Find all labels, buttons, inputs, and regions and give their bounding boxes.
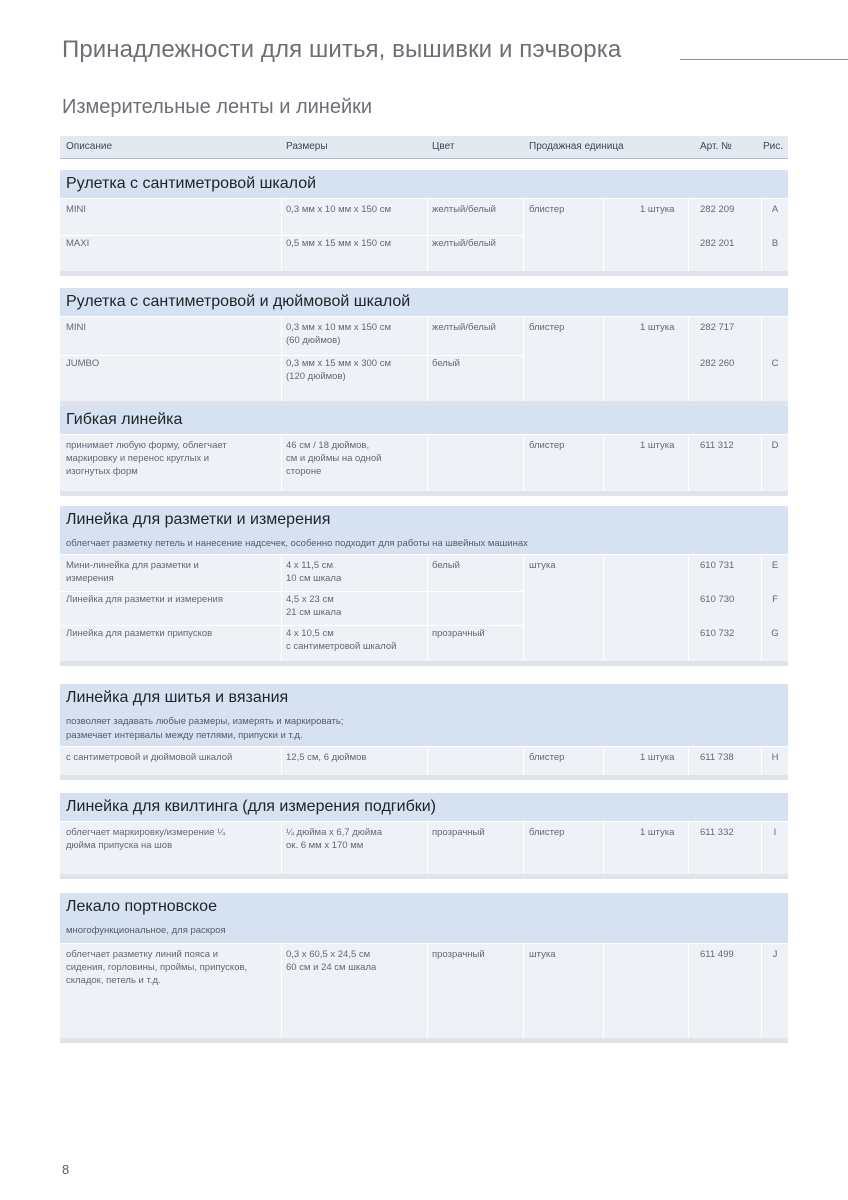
product-block-note: облегчает разметку петель и нанесение надсечек, особенно подходит для работы на швейных машинах bbox=[66, 538, 528, 549]
product-block-title: Рулетка с сантиметровой шкалой bbox=[66, 175, 317, 192]
product-block bbox=[60, 506, 788, 666]
product-description: с сантиметровой и дюймовой шкалой bbox=[66, 752, 233, 763]
product-block-header bbox=[60, 406, 788, 434]
product-description: MINI bbox=[66, 204, 87, 215]
page-number: 8 bbox=[62, 1162, 70, 1177]
column-header-description: Описание bbox=[66, 141, 113, 152]
product-size: ¼ дюйма x 6,7 дюйма bbox=[286, 827, 383, 838]
product-color: прозрачный bbox=[432, 949, 485, 960]
product-pack: блистер bbox=[529, 322, 565, 333]
product-figure-letter: A bbox=[771, 204, 779, 215]
column-divider bbox=[761, 747, 762, 775]
product-block-body bbox=[60, 317, 788, 401]
product-block-title: Линейка для шитья и вязания bbox=[66, 689, 289, 706]
product-pack: блистер bbox=[529, 204, 565, 215]
product-block-title: Линейка для квилтинга (для измерения подгибки) bbox=[66, 798, 436, 815]
product-figure-letter: E bbox=[771, 560, 779, 571]
product-article-number: 611 499 bbox=[700, 949, 734, 960]
column-divider bbox=[523, 747, 524, 775]
product-description: изогнутых форм bbox=[66, 466, 138, 477]
product-size: с сантиметровой шкалой bbox=[286, 641, 397, 652]
column-divider bbox=[427, 944, 428, 1038]
column-header-article: Арт. № bbox=[700, 141, 732, 152]
product-block-bottom-edge bbox=[60, 271, 788, 276]
product-color: прозрачный bbox=[432, 827, 485, 838]
product-size: стороне bbox=[286, 466, 322, 477]
row-divider bbox=[60, 355, 523, 356]
product-description: дюйма припуска на шов bbox=[66, 840, 173, 851]
product-article-number: 282 201 bbox=[700, 238, 735, 249]
product-pack: блистер bbox=[529, 752, 565, 763]
product-figure-letter: C bbox=[771, 358, 779, 369]
product-size: 4 x 10,5 см bbox=[286, 628, 334, 639]
product-figure-letter: I bbox=[773, 827, 777, 838]
column-divider bbox=[427, 822, 428, 874]
product-article-number: 611 738 bbox=[700, 752, 734, 763]
product-block bbox=[60, 288, 788, 406]
section-title: Измерительные ленты и линейки bbox=[62, 96, 373, 118]
product-color: желтый/белый bbox=[432, 322, 496, 333]
column-divider bbox=[603, 944, 604, 1038]
product-block-body bbox=[60, 944, 788, 1038]
product-quantity: 1 штука bbox=[640, 322, 675, 333]
column-divider bbox=[523, 822, 524, 874]
product-article-number: 610 730 bbox=[700, 594, 735, 605]
column-divider bbox=[523, 199, 524, 271]
product-description: MAXI bbox=[66, 238, 90, 249]
product-size: (120 дюймов) bbox=[286, 371, 346, 382]
product-size: 10 см шкала bbox=[286, 573, 342, 584]
product-article-number: 282 209 bbox=[700, 204, 735, 215]
product-block-header bbox=[60, 793, 788, 821]
column-divider bbox=[281, 435, 282, 491]
column-divider bbox=[281, 944, 282, 1038]
product-block bbox=[60, 893, 788, 1043]
column-divider bbox=[603, 747, 604, 775]
product-size: см и дюймы на одной bbox=[286, 453, 382, 464]
product-article-number: 282 260 bbox=[700, 358, 735, 369]
product-figure-letter: F bbox=[772, 594, 778, 605]
page-title: Принадлежности для шитья, вышивки и пэчворка bbox=[62, 36, 622, 63]
column-header-figure: Рис. bbox=[763, 141, 784, 152]
column-divider bbox=[761, 199, 762, 271]
product-description: Линейка для разметки и измерения bbox=[66, 594, 223, 605]
product-block bbox=[60, 406, 788, 496]
column-divider bbox=[688, 822, 689, 874]
product-description: Мини-линейка для разметки и bbox=[66, 560, 199, 571]
column-divider bbox=[523, 944, 524, 1038]
column-divider bbox=[603, 317, 604, 401]
product-figure-letter: J bbox=[772, 949, 778, 960]
product-block-bottom-edge bbox=[60, 491, 788, 496]
product-block-header bbox=[60, 893, 788, 943]
column-divider bbox=[761, 435, 762, 491]
product-figure-letter: D bbox=[771, 440, 779, 451]
product-description: принимает любую форму, облегчает bbox=[66, 440, 227, 451]
product-block-title: Рулетка с сантиметровой и дюймовой шкалой bbox=[66, 293, 411, 310]
column-header-sizes: Размеры bbox=[286, 141, 328, 152]
column-divider bbox=[688, 747, 689, 775]
column-divider bbox=[427, 435, 428, 491]
column-header-color: Цвет bbox=[432, 141, 455, 152]
product-pack: штука bbox=[529, 949, 556, 960]
product-article-number: 611 332 bbox=[700, 827, 734, 838]
product-block-header bbox=[60, 170, 788, 198]
row-divider bbox=[60, 625, 523, 626]
product-block-note: многофункциональное, для раскроя bbox=[66, 925, 226, 936]
product-size: 21 см шкала bbox=[286, 607, 342, 618]
product-color: белый bbox=[432, 358, 460, 369]
product-block bbox=[60, 170, 788, 276]
column-divider bbox=[281, 555, 282, 661]
column-divider bbox=[688, 199, 689, 271]
title-rule bbox=[680, 59, 848, 60]
product-block-header bbox=[60, 506, 788, 554]
column-divider bbox=[427, 747, 428, 775]
column-header-row bbox=[60, 136, 788, 159]
column-divider bbox=[281, 822, 282, 874]
column-divider bbox=[523, 555, 524, 661]
product-block-bottom-edge bbox=[60, 1038, 788, 1043]
product-quantity: 1 штука bbox=[640, 827, 675, 838]
product-block bbox=[60, 684, 788, 780]
product-block-title: Гибкая линейка bbox=[66, 411, 183, 428]
column-divider bbox=[281, 747, 282, 775]
product-size: 0,5 мм x 15 мм x 150 см bbox=[286, 238, 392, 249]
product-color: белый bbox=[432, 560, 460, 571]
column-divider bbox=[603, 435, 604, 491]
product-size: 12,5 см, 6 дюймов bbox=[286, 752, 367, 763]
product-size: 0,3 мм x 15 мм x 300 см bbox=[286, 358, 392, 369]
product-color: желтый/белый bbox=[432, 204, 496, 215]
product-description: JUMBO bbox=[66, 358, 100, 369]
product-block-header bbox=[60, 288, 788, 316]
product-quantity: 1 штука bbox=[640, 204, 675, 215]
product-block-bottom-edge bbox=[60, 874, 788, 879]
column-divider bbox=[688, 555, 689, 661]
product-description: Линейка для разметки припусков bbox=[66, 628, 213, 639]
product-figure-letter: G bbox=[771, 628, 779, 639]
product-block-header bbox=[60, 684, 788, 746]
product-pack: блистер bbox=[529, 440, 565, 451]
product-block-bottom-edge bbox=[60, 775, 788, 780]
product-size: (60 дюймов) bbox=[286, 335, 341, 346]
product-size: ок. 6 мм x 170 мм bbox=[286, 840, 364, 851]
product-article-number: 610 732 bbox=[700, 628, 735, 639]
product-block-bottom-edge bbox=[60, 661, 788, 666]
product-quantity: 1 штука bbox=[640, 440, 675, 451]
product-description: облегчает разметку линий пояса и bbox=[66, 949, 218, 960]
column-divider bbox=[688, 317, 689, 401]
column-divider bbox=[523, 435, 524, 491]
product-figure-letter: H bbox=[771, 752, 779, 763]
product-article-number: 610 731 bbox=[700, 560, 735, 571]
product-size: 4,5 x 23 см bbox=[286, 594, 334, 605]
column-divider bbox=[688, 435, 689, 491]
column-divider bbox=[523, 317, 524, 401]
column-divider bbox=[761, 944, 762, 1038]
column-header-sales-unit: Продажная единица bbox=[529, 141, 624, 152]
product-color: прозрачный bbox=[432, 628, 485, 639]
product-block-body bbox=[60, 555, 788, 661]
product-block-body bbox=[60, 747, 788, 775]
product-figure-letter: B bbox=[771, 238, 779, 249]
column-divider bbox=[761, 822, 762, 874]
column-divider bbox=[761, 317, 762, 401]
product-size: 0,3 мм x 10 мм x 150 см bbox=[286, 204, 392, 215]
product-description: складок, петель и т.д. bbox=[66, 975, 161, 986]
column-divider bbox=[603, 199, 604, 271]
product-article-number: 282 717 bbox=[700, 322, 735, 333]
column-divider bbox=[603, 555, 604, 661]
product-block-note: позволяет задавать любые размеры, измерять и маркировать; bbox=[66, 716, 344, 727]
product-block-body bbox=[60, 199, 788, 271]
row-divider bbox=[60, 235, 523, 236]
product-block-title: Линейка для разметки и измерения bbox=[66, 511, 331, 528]
product-color: желтый/белый bbox=[432, 238, 496, 249]
column-divider bbox=[603, 822, 604, 874]
product-size: 60 см и 24 см шкала bbox=[286, 962, 377, 973]
column-divider bbox=[427, 317, 428, 401]
product-quantity: 1 штука bbox=[640, 752, 675, 763]
product-pack: штука bbox=[529, 560, 556, 571]
column-divider bbox=[761, 555, 762, 661]
product-block-title: Лекало портновское bbox=[66, 898, 217, 915]
product-size: 4 x 11,5 см bbox=[286, 560, 334, 571]
product-article-number: 611 312 bbox=[700, 440, 734, 451]
product-description: облегчает маркировку/измерение ¼ bbox=[66, 827, 226, 838]
product-pack: блистер bbox=[529, 827, 565, 838]
column-divider bbox=[427, 555, 428, 661]
product-block bbox=[60, 793, 788, 879]
product-size: 0,3 мм x 10 мм x 150 см bbox=[286, 322, 392, 333]
product-description: сидения, горловины, проймы, припусков, bbox=[66, 962, 248, 973]
product-size: 0,3 x 60,5 x 24,5 см bbox=[286, 949, 371, 960]
product-size: 46 см / 18 дюймов, bbox=[286, 440, 370, 451]
column-divider bbox=[688, 944, 689, 1038]
product-description: измерения bbox=[66, 573, 114, 584]
product-description: MINI bbox=[66, 322, 87, 333]
product-description: маркировку и перенос круглых и bbox=[66, 453, 210, 464]
product-block-body bbox=[60, 435, 788, 491]
row-divider bbox=[60, 591, 523, 592]
column-divider bbox=[281, 317, 282, 401]
product-block-note: размечает интервалы между петлями, припуски и т.д. bbox=[66, 730, 303, 741]
product-block-body bbox=[60, 822, 788, 874]
